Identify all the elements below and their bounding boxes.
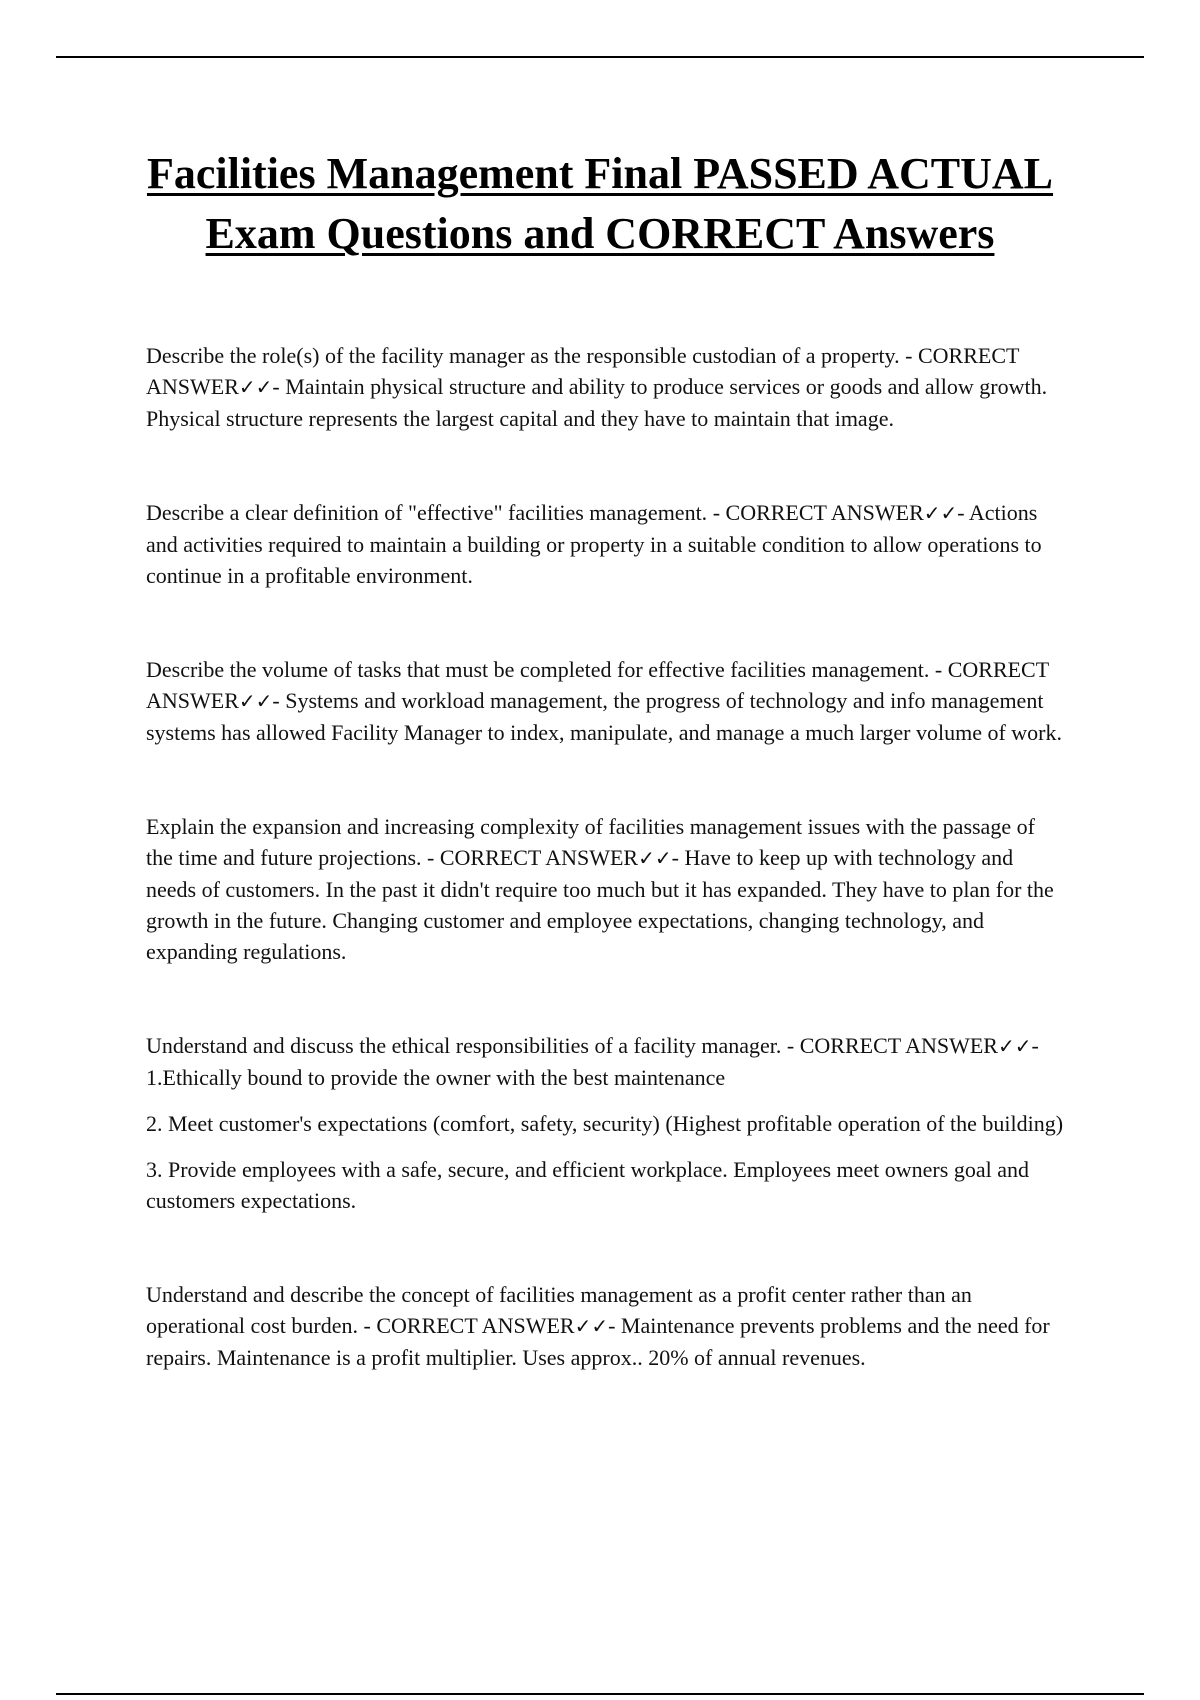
answer-text: 1.Ethically bound to provide the owner with the best maintenance: [146, 1065, 726, 1090]
qa-item: [146, 654, 1066, 748]
qa-paragraph: [146, 654, 1066, 748]
check-mark-icon: ✓✓: [238, 375, 273, 399]
separator: -: [899, 343, 918, 368]
answer-dash: -: [957, 500, 969, 525]
bottom-rule: [56, 1693, 1144, 1695]
qa-item: [146, 1279, 1066, 1373]
question-text: Explain the expansion and increasing complexity of facilities management issues with the passage of the time and future projections.: [146, 814, 1035, 870]
check-mark-icon: ✓✓: [238, 689, 273, 713]
check-mark-icon: ✓✓: [574, 1314, 609, 1338]
qa-list: [146, 340, 1066, 1373]
question-text: Describe the volume of tasks that must be completed for effective facilities management.: [146, 657, 930, 682]
answer-dash: -: [671, 845, 685, 870]
answer-label: CORRECT ANSWER: [146, 657, 1049, 713]
check-mark-icon: ✓✓: [923, 501, 958, 525]
separator: -: [421, 845, 440, 870]
separator: -: [781, 1033, 800, 1058]
answer-dash: -: [272, 688, 286, 713]
answer-label: CORRECT ANSWER: [146, 343, 1020, 399]
answer-text: Actions and activities required to maintain a building or property in a suitable condition to allow operations to continue in a profitable environment.: [146, 500, 1042, 588]
separator: -: [707, 500, 726, 525]
answer-dash: -: [608, 1313, 621, 1338]
answer-text: Have to keep up with technology and needs of customers. In the past it didn't require too much but it has expanded. They have to plan for the growth in the future. Changing customer and employee expectations, changing technology, and expanding regulations.: [146, 845, 1054, 964]
separator: -: [929, 657, 948, 682]
answer-text: Maintain physical structure and ability to produce services or goods and allow growth. Physical structure represents the largest capital and they have to maintain that image.: [146, 374, 1048, 431]
question-text: Understand and describe the concept of facilities management as a profit center rather than an operational cost burden.: [146, 1282, 972, 1338]
question-text: Describe a clear definition of "effective" facilities management.: [146, 500, 708, 525]
qa-paragraph: [146, 1279, 1066, 1373]
check-mark-icon: ✓✓: [997, 1034, 1032, 1058]
answer-continuation: 2. Meet customer's expectations (comfort, safety, security) (Highest profitable operation of the building): [146, 1111, 1064, 1136]
qa-paragraph: [146, 340, 1066, 434]
answer-label: CORRECT ANSWER: [439, 845, 639, 870]
check-mark-icon: ✓✓: [638, 846, 672, 870]
question-text: Understand and discuss the ethical responsibilities of a facility manager.: [146, 1033, 782, 1058]
answer-label: CORRECT ANSWER: [799, 1033, 998, 1058]
answer-text: Maintenance prevents problems and the need for repairs. Maintenance is a profit multiplier. Uses approx.. 20% of annual revenues.: [146, 1313, 1050, 1370]
qa-paragraph: [146, 1030, 1066, 1093]
separator: -: [358, 1313, 377, 1338]
answer-text: Systems and workload management, the progress of technology and info management systems has allowed Facility Manager to index, manipulate, and manage a much larger volume of work.: [146, 688, 1063, 745]
qa-item: [146, 811, 1066, 967]
answer-label: CORRECT ANSWER: [376, 1313, 575, 1338]
qa-item: [146, 340, 1066, 434]
qa-paragraph: [146, 497, 1066, 591]
top-rule: [56, 56, 1144, 58]
qa-paragraph: [146, 811, 1066, 967]
qa-item: [146, 497, 1066, 591]
answer-dash: -: [272, 374, 286, 399]
qa-item: [146, 1030, 1066, 1216]
question-text: Describe the role(s) of the facility manager as the responsible custodian of a property.: [146, 343, 900, 368]
answer-continuation: 3. Provide employees with a safe, secure, and efficient workplace. Employees meet owners goal and customers expectations.: [146, 1157, 1029, 1213]
answer-dash: -: [1031, 1033, 1039, 1058]
document-title: Facilities Management Final PASSED ACTUAL Exam Questions and CORRECT Answers: [146, 149, 1054, 258]
answer-label: CORRECT ANSWER: [725, 500, 924, 525]
